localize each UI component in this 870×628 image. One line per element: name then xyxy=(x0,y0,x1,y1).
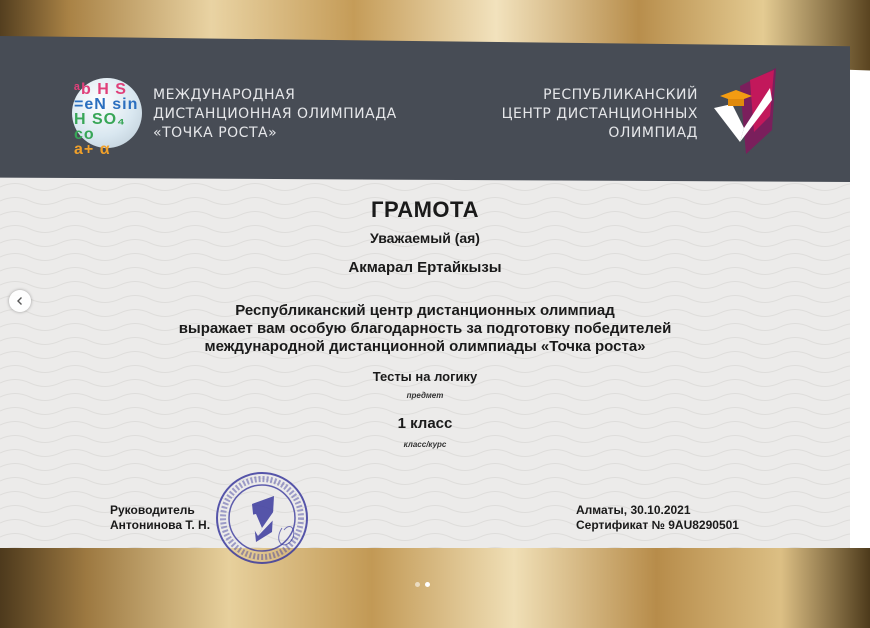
salutation: Уважаемый (ая) xyxy=(370,230,480,246)
carousel-dot[interactable] xyxy=(415,582,420,587)
certificate-heading: ГРАМОТА xyxy=(371,197,479,222)
subject-caption: предмет xyxy=(406,391,444,400)
carousel-dot-active[interactable] xyxy=(425,582,430,587)
graduation-cap-checkmark-logo-icon xyxy=(710,66,780,158)
olympiad-title: МЕЖДУНАРОДНАЯ ДИСТАНЦИОННАЯ ОЛИМПИАДА «ТОЧКА РОСТА» xyxy=(153,87,397,141)
signature-block-left: Руководитель Антонинова Т. Н. xyxy=(110,503,211,532)
round-stamp-icon xyxy=(214,470,310,566)
previous-slide-button[interactable] xyxy=(9,290,31,312)
subject: Тесты на логику xyxy=(372,369,478,384)
grade-caption: класс/курс xyxy=(403,440,447,449)
grade: 1 класс xyxy=(397,415,453,432)
center-title: РЕСПУБЛИКАНСКИЙ ЦЕНТР ДИСТАНЦИОННЫХ ОЛИМПИАД xyxy=(501,87,698,141)
carousel-indicator xyxy=(415,582,430,587)
recipient-name: Акмарал Ертайкызы xyxy=(348,259,502,276)
letters-logo-icon: ᵃb H S =eN sin H SO₄ co a+ α xyxy=(74,81,139,158)
olympiad-logo xyxy=(72,78,142,158)
signature-block-right: Алматы, 30.10.2021 Сертификат № 9AU8290501 xyxy=(576,503,739,532)
gratitude-text: Республиканский центр дистанционных олимпиад выражает вам особую благодарность за подготовку победителей международной дистанционной олимпиады «Точка роста» xyxy=(178,302,672,355)
chevron-left-icon xyxy=(15,296,25,306)
gold-band-bottom xyxy=(0,548,870,628)
